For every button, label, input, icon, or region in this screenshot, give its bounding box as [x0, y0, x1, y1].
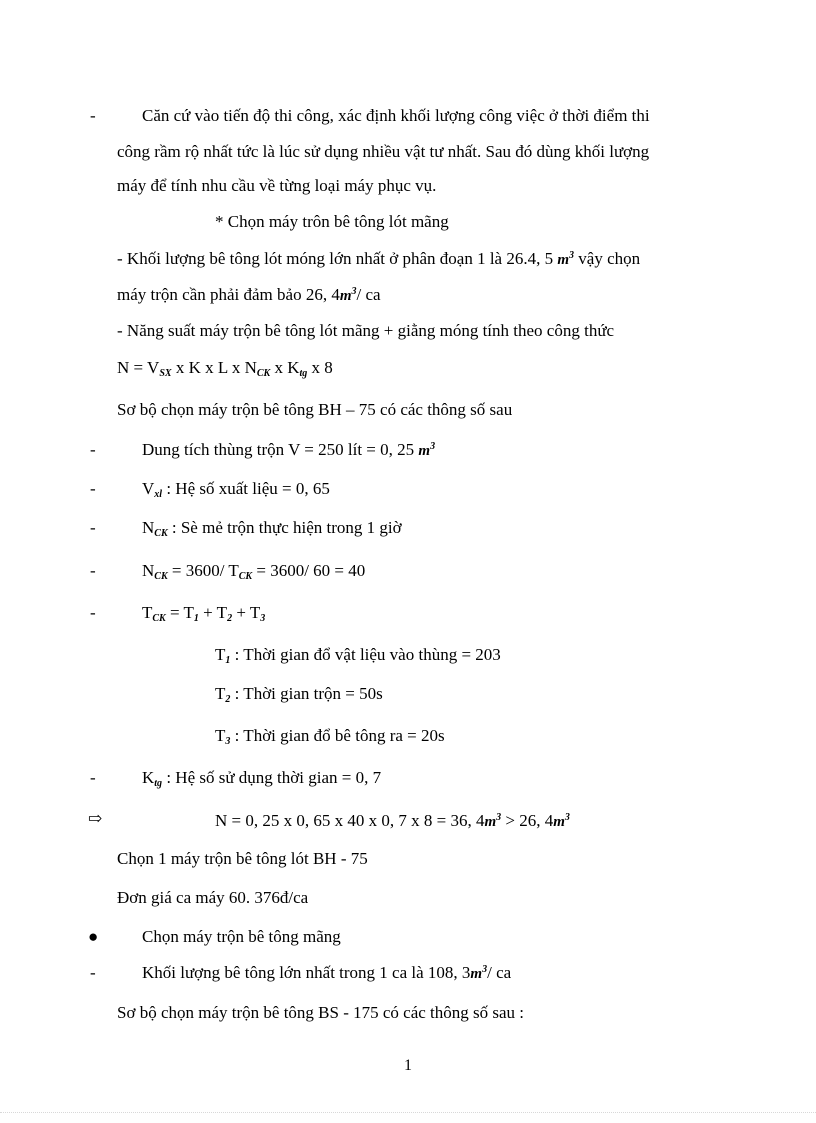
list-item: Chọn máy trộn bê tông mãng [142, 927, 341, 946]
dash-marker: - [90, 440, 96, 459]
dash-marker: - [90, 561, 96, 580]
result-formula: N = 0, 25 x 0, 65 x 40 x 0, 7 x 8 = 36, $4m^3 > 26$, $4m^3$ [215, 811, 570, 830]
paragraph-line: Căn cứ vào tiến độ thi công, xác định khối lượng công việc ở thời điểm thi [142, 106, 650, 125]
dash-marker: - [90, 518, 96, 537]
list-item: $K_{tg}$ : Hệ số sử dụng thời gian = 0, 7 [142, 768, 382, 789]
unit-m3: $m^3$ [484, 812, 502, 830]
formula: $N = V_{SX}$ x K x L x $N_{CK}$ x $K_{tg}$ x 8 [117, 358, 333, 379]
dash-marker: - [90, 106, 96, 125]
dash-marker: - [90, 603, 96, 622]
unit-m3: $m^3$ [557, 250, 575, 268]
sub-item: $T_3$ : Thời gian đổ bê tông ra = 20s [215, 726, 445, 747]
paragraph-line: Sơ bộ chọn máy trộn bê tông BS - 175 có các thông số sau : [117, 1003, 525, 1022]
section-heading: * Chọn máy trôn bê tông lót mãng [215, 212, 449, 231]
page-bottom-rule [0, 1112, 816, 1113]
paragraph-line: Đơn giá ca máy 60. 376đ/ca [117, 888, 309, 907]
unit-m3: $m^3$ [339, 286, 357, 304]
list-item: $V_{xl}$ : Hệ số xuất liệu = 0, 65 [142, 479, 330, 500]
list-item: $T_{CK} = T_1 + T_2 + T_3$ [142, 603, 266, 624]
list-item: $N_{CK}$ : Sè mẻ trộn thực hiện trong 1 giờ [142, 518, 402, 539]
list-item: $N_{CK} = 3600/$ $T_{CK} = 3600/$ 60 = 40 [142, 561, 366, 582]
dash-marker: - [90, 768, 96, 787]
list-item: Dung tích thùng trộn V = 250 lít = 0, 25 $m^3$ [142, 440, 436, 459]
page-number: 1 [404, 1057, 412, 1074]
unit-m3: $m^3$ [418, 441, 436, 459]
arrow-icon: ⇨ [88, 809, 103, 828]
list-item: Khối lượng bê tông lớn nhất trong 1 ca là 108, $3m^3/$ ca [142, 963, 512, 982]
sub-item: $T_1$ : Thời gian đổ vật liệu vào thùng = 203 [215, 645, 501, 666]
dash-marker: - [90, 479, 96, 498]
paragraph-line: máy để tính nhu cầu về từng loại máy phục vụ. [117, 176, 437, 195]
paragraph-line: máy trộn cần phải đảm bảo 26, $4m^3/$ ca [117, 285, 381, 304]
unit-m3: $m^3$ [470, 964, 488, 982]
paragraph-line: - Khối lượng bê tông lót móng lớn nhất ở phân đoạn 1 là 26.4, 5 $m^3$ vậy chọn [117, 249, 641, 268]
paragraph-line: - Năng suất máy trộn bê tông lót mãng + giằng móng tính theo công thức [117, 321, 615, 340]
dash-marker: - [90, 963, 96, 982]
paragraph-line: công rầm rộ nhất tức là lúc sử dụng nhiều vật tư nhất. Sau đó dùng khối lượng [117, 142, 650, 161]
paragraph-line: Sơ bộ chọn máy trộn bê tông BH – 75 có các thông số sau [117, 400, 513, 419]
sub-item: $T_2$ : Thời gian trộn = 50s [215, 684, 383, 705]
unit-m3: $m^3$ [553, 812, 570, 830]
paragraph-line: Chọn 1 máy trộn bê tông lót BH - 75 [117, 849, 368, 868]
bullet-icon: ● [88, 927, 99, 946]
